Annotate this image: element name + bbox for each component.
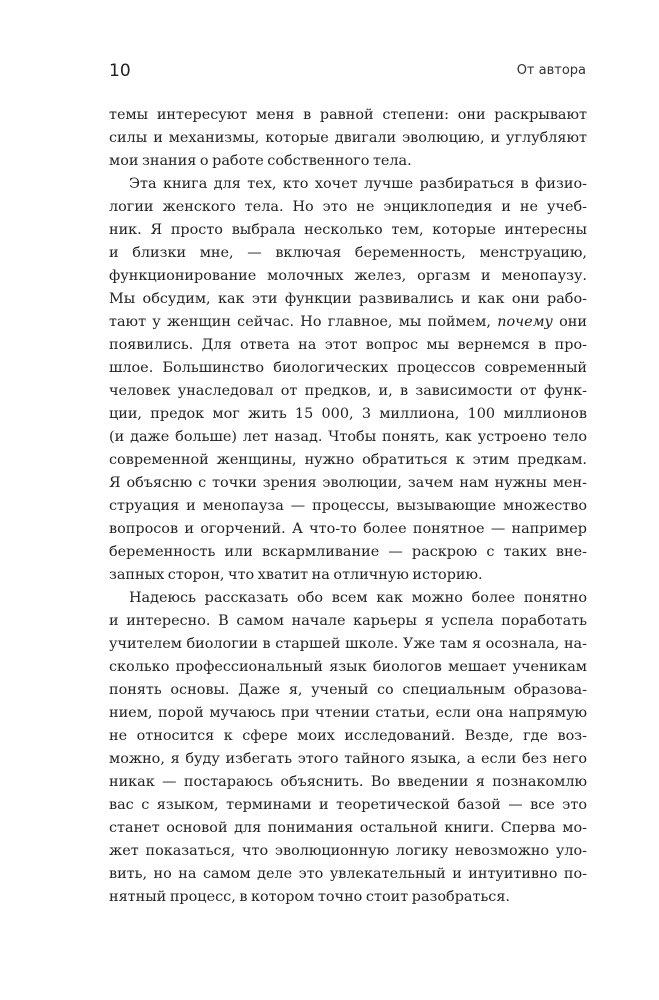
text-line: струация и менопауза — процессы, вызывающие множество [109, 498, 587, 514]
text-line: функционирование молочных желез, оргазм и менопаузу. [109, 268, 587, 284]
text-line: Мы обсудим, как эти функции развивались и как они рабо- [109, 291, 587, 307]
text-line: учителем биологии в старшей школе. Уже там я осознала, на- [109, 636, 587, 652]
running-head [109, 61, 586, 85]
paragraph [109, 104, 587, 173]
text-line: шлое. Большинство биологических процессов современный [109, 360, 587, 376]
text-line: силы и механизмы, которые двигали эволюцию, и углубляют [109, 130, 587, 146]
text-line: вопросов и огорчений. А что-то более понятное — например [109, 521, 587, 537]
text-line: сколько профессиональный язык биологов мешает ученикам [109, 659, 587, 675]
text-line: станет основой для понимания остальной книги. Сперва мо- [109, 820, 587, 836]
body-text [109, 104, 587, 909]
emphasized-word: почему [497, 314, 553, 330]
paragraph [109, 173, 587, 587]
text-line: вас с языком, терминами и теоретической базой — все это [109, 797, 587, 813]
text-line: не относится к сфере моих исследований. Везде, где воз- [109, 728, 587, 744]
text-line: (и даже больше) лет назад. Чтобы понять, как устроено тело [109, 429, 587, 445]
text-line-with-emphasis [109, 311, 587, 334]
text-line: ник. Я просто выбрала несколько тем, которые интересны [109, 222, 587, 238]
text-line: логии женского тела. Но это не энциклопедия и не учеб- [109, 199, 587, 215]
text-segment: они [559, 314, 587, 330]
text-line: Надеюсь рассказать обо всем как можно более понятно [129, 590, 587, 606]
text-line: Я объясню с точки зрения эволюции, зачем нам нужны мен- [109, 475, 587, 491]
text-line: запных сторон, что хватит на отличную историю. [109, 567, 483, 583]
text-line: человек унаследовал от предков, и, в зависимости от функ- [109, 383, 587, 399]
text-line: можно, я буду избегать этого тайного языка, а если без него [109, 751, 587, 767]
text-line: ции, предок мог жить 15 000, 3 миллиона, 100 миллионов [109, 406, 587, 422]
text-line: Эта книга для тех, кто хочет лучше разбираться в физио- [129, 176, 587, 192]
page-number: 10 [109, 61, 131, 81]
text-line: понять основы. Даже я, ученый со специальным образова- [109, 682, 587, 698]
text-line: и интересно. В самом начале карьеры я успела поработать [109, 613, 587, 629]
text-line: мои знания о работе собственного тела. [109, 153, 412, 169]
text-line: и близки мне, — включая беременность, менструацию, [109, 245, 587, 261]
text-line: беременность или вскармливание — раскрою с таких вне- [109, 544, 587, 560]
text-line: нием, порой мучаюсь при чтении статьи, если она напрямую [109, 705, 587, 721]
text-line: никак — постараюсь объяснить. Во введении я познакомлю [109, 774, 587, 790]
text-line: темы интересуют меня в равной степени: они раскрывают [109, 107, 587, 123]
text-line: жет показаться, что эволюционную логику невозможно уло- [109, 843, 587, 859]
text-segment: тают у женщин сейчас. Но главное, мы поймем, [109, 314, 491, 330]
text-line: появились. Для ответа на этот вопрос мы вернемся в про- [109, 337, 587, 353]
paragraph [109, 587, 587, 909]
running-title: От автора [516, 63, 586, 78]
text-line: вить, но на самом деле это увлекательный и интуитивно по- [109, 866, 587, 882]
text-line: современной женщины, нужно обратиться к этим предкам. [109, 452, 587, 468]
text-line: нятный процесс, в котором точно стоит разобраться. [109, 889, 510, 905]
